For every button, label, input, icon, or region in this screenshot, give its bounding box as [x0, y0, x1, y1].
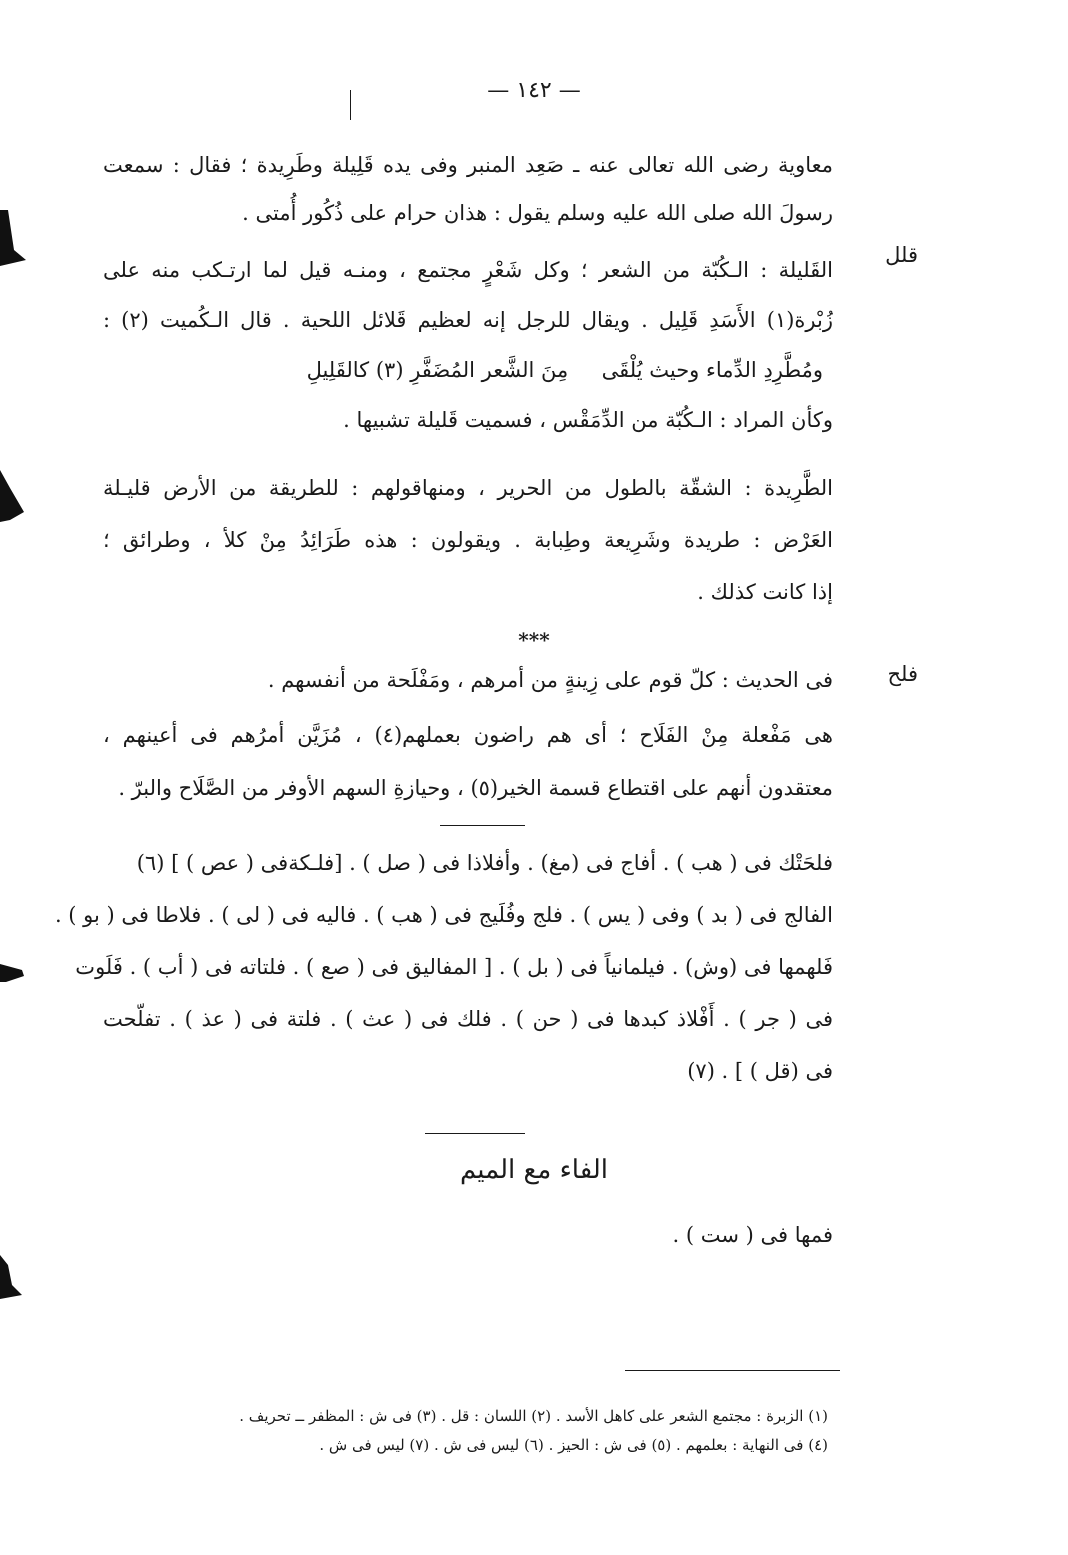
footnote-line: (١) الزبرة : مجتمع الشعر على كاهل الأسد . (٢) اللسان : قل . (٣) فى ش : المظفر ــ تحريف .: [239, 1407, 828, 1425]
text-line: العَرْض : طريدة وشَرِيعة وطِبابة . ويقولون : هذه طَرَائِدُ مِنْ كلأ ، وطرائق ؛: [103, 528, 833, 552]
index-line: فَلهمها فى (وش) . فيلمانياً فى ( بل ) . [ المفاليق فى ( صع ) . فلتاته فى ( أب ) . فَلَوت: [75, 955, 833, 979]
chapter-heading: الفاء مع الميم: [459, 1155, 609, 1185]
margin-root-word: فلح: [887, 662, 918, 686]
index-line: فلحَتْك فى ( هب ) . أفاج فى (مغ) . وأفلاذا فى ( صل ) . [فلـكةفى ( عص ) ] (٦): [136, 851, 833, 875]
margin-root-word: قلل: [885, 243, 918, 267]
verse-line: ومُطَّرِدِ الدِّماء وحيث يُلْقَى مِنَ الشَّعر المُضَفَّرِ (٣) كالقَلِيلِ: [306, 358, 823, 382]
text-line: معاوية رضى الله تعالى عنه ـ صَعِد المنبر وفى يده قَلِيلة وطَرِيدة ؛ فقال : سمعت: [103, 153, 833, 177]
text-line: إذا كانت كذلك .: [697, 580, 833, 604]
footnote-rule: [625, 1370, 840, 1371]
divider: [425, 1133, 525, 1134]
scan-stroke: [350, 90, 351, 120]
text-line: معتقدون أنهم على اقتطاع قسمة الخير(٥) ، وحيازةِ السهم الأوفر من الصَّلَاح والبرّ .: [118, 776, 833, 800]
text-line: فى الحديث : كلّ قوم على زِينةٍ من أمرهم ، ومَفْلَحة من أنفسهم .: [267, 668, 833, 692]
divider: [440, 825, 525, 826]
text-line: القَليلة : الـكُبّة من الشعر ؛ وكل شَعْرٍ مجتمع ، ومنـه قيل لما ارتـكب منه على: [103, 258, 833, 282]
scan-edge-mark: [0, 960, 26, 990]
index-line: فى ( جر ) . أَفْلاذ كبدها فى ( حن ) . فلك فى ( عث ) . فلتة فى ( عذ ) . تفلّحت: [103, 1007, 833, 1031]
index-line: فى (قل ) ] . (٧): [687, 1059, 833, 1083]
text-line: وكأن المراد : الـكُبّة من الدِّمَقْس ، فسميت قَليلة تشبيها .: [343, 408, 833, 432]
page-number: — ١٤٢ —: [487, 78, 581, 103]
scan-edge-mark: [0, 210, 30, 270]
scan-edge-mark: [0, 470, 30, 530]
footnote-line: (٤) فى النهاية : بعلمهم . (٥) فى ش : الحيز . (٦) ليس فى ش . (٧) ليس فى ش .: [319, 1436, 828, 1454]
text-line: رسولَ الله صلى الله عليه وسلم يقول : هذان حرام على ذُكُور أُمتى .: [242, 201, 833, 225]
text-line: الطَّرِيدة : الشقّة بالطول من الحرير ، ومنهاقولهم : للطريقة من الأرض قليـلة: [103, 476, 833, 500]
separator-stars: ***: [518, 628, 550, 652]
text-line: هى مَفْعلة مِنْ الفَلَاح ؛ أى هم راضون بعملهم(٤) ، مُزَيَّن أمرُهم فى أعينهم ،: [103, 723, 833, 747]
scan-edge-mark: [0, 1255, 26, 1305]
text-line: فمها فى ( ست ) .: [672, 1223, 833, 1247]
text-line: زُبْرة(١) الأَسَدِ قَلِيل . ويقال للرجل إنه لعظيم قَلائل اللحية . قال الـكُميت (٢) :: [103, 308, 833, 332]
index-line: الفالج فى ( بد ) وفى ( يس ) . فلج وفُلَيج فى ( هب ) . فاليه فى ( لى ) . فلاطا فى ( بو ) .: [54, 903, 833, 927]
